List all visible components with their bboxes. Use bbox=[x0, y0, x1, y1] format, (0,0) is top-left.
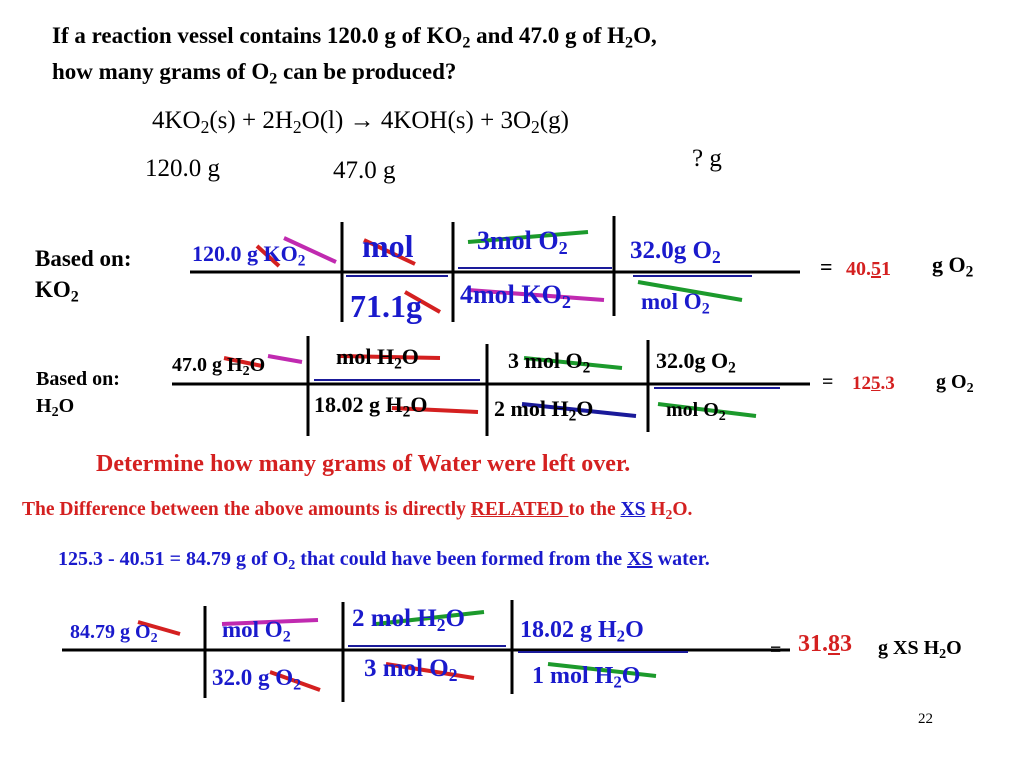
row-ko2-equals: = bbox=[820, 254, 833, 279]
row-xs-answer: 31.83 bbox=[798, 631, 852, 657]
row-xs-factor3-numerator: 18.02 g $H_2O$ bbox=[520, 617, 644, 646]
row-xs-unit: g XS $H_2O$ bbox=[878, 637, 962, 662]
row-ko2-factor2-numerator: 3mol $O_2$ bbox=[477, 226, 568, 259]
row-ko2-unit: g $O_2$ bbox=[932, 252, 974, 281]
reaction-arrow-icon: → bbox=[349, 107, 375, 134]
row-xs-factor2-denominator: 3 mol $O_2$ bbox=[364, 655, 458, 685]
mass-h2o: 47.0 g bbox=[333, 157, 396, 184]
mass-o2-unknown: ? g bbox=[692, 145, 722, 172]
row-h2o-unit: g $O_2$ bbox=[936, 371, 974, 396]
excess-calculation: 125.3 - 40.51 = 84.79 g of $O_2$ that could have been formed from the XS water. bbox=[58, 548, 710, 573]
row-h2o-equals: = bbox=[822, 371, 834, 393]
balanced-equation: $4KO_2(s) + 2H_2O(l) \to 4KOH(s) + 3O_2(g)$ bbox=[152, 107, 569, 137]
question-line-1: If a reaction vessel contains 120.0 g of $KO_2$ and 47.0 g of $H_2O$, bbox=[52, 23, 657, 52]
row-xs-equals: = bbox=[770, 639, 782, 661]
row-xs-given: 84.79 g $O_2$ bbox=[70, 621, 158, 646]
difference-statement: The Difference between the above amounts is directly RELATED to the XS $H_2O$. bbox=[22, 499, 693, 522]
row-xs-factor2-numerator: 2 mol $H_2O$ bbox=[352, 605, 465, 635]
row-h2o-given: 47.0 g $H_2O$ bbox=[172, 354, 266, 379]
row-ko2-label: Based on: $KO_2$ bbox=[35, 246, 132, 306]
row-xs-factor1-denominator: 32.0 g $O_2$ bbox=[212, 665, 302, 694]
slide-number: 22 bbox=[918, 711, 933, 727]
row-ko2-factor1-numerator: mol bbox=[362, 228, 414, 264]
row-ko2-factor3-denominator: mol $O_2$ bbox=[641, 289, 710, 318]
row-h2o-factor2-denominator: 2 mol $H_2O$ bbox=[494, 396, 594, 425]
row-h2o-factor1-numerator: mol $H_2O$ bbox=[336, 344, 419, 373]
row-h2o-factor3-numerator: 32.0g $O_2$ bbox=[656, 348, 736, 377]
row-ko2-answer: 40.51 bbox=[846, 258, 891, 280]
mass-ko2: 120.0 g bbox=[145, 155, 220, 182]
row-h2o-answer: 125.3 bbox=[852, 373, 895, 394]
row-ko2-factor3-numerator: 32.0g $O_2$ bbox=[630, 237, 721, 267]
question-line-2: how many grams of $O_2$ can be produced? bbox=[52, 59, 457, 88]
row-xs-factor1-numerator: mol $O_2$ bbox=[222, 617, 291, 646]
row-h2o-factor1-denominator: 18.02 g $H_2O$ bbox=[314, 392, 428, 421]
determine-heading: Determine how many grams of Water were left over. bbox=[96, 451, 631, 477]
row-ko2-factor2-denominator: 4mol $KO_2$ bbox=[460, 280, 571, 313]
row-xs-factor3-denominator: 1 mol $H_2O$ bbox=[532, 663, 641, 692]
row-ko2-given: 120.0 g $KO_2$ bbox=[192, 241, 306, 270]
row-h2o-factor2-numerator: 3 mol $O_2$ bbox=[508, 348, 591, 377]
row-h2o-label: Based on: $H_2O$ bbox=[36, 368, 120, 420]
row-ko2-factor1-denominator: 71.1g bbox=[350, 288, 422, 324]
row-h2o-factor3-denominator: mol $O_2$ bbox=[666, 399, 726, 424]
